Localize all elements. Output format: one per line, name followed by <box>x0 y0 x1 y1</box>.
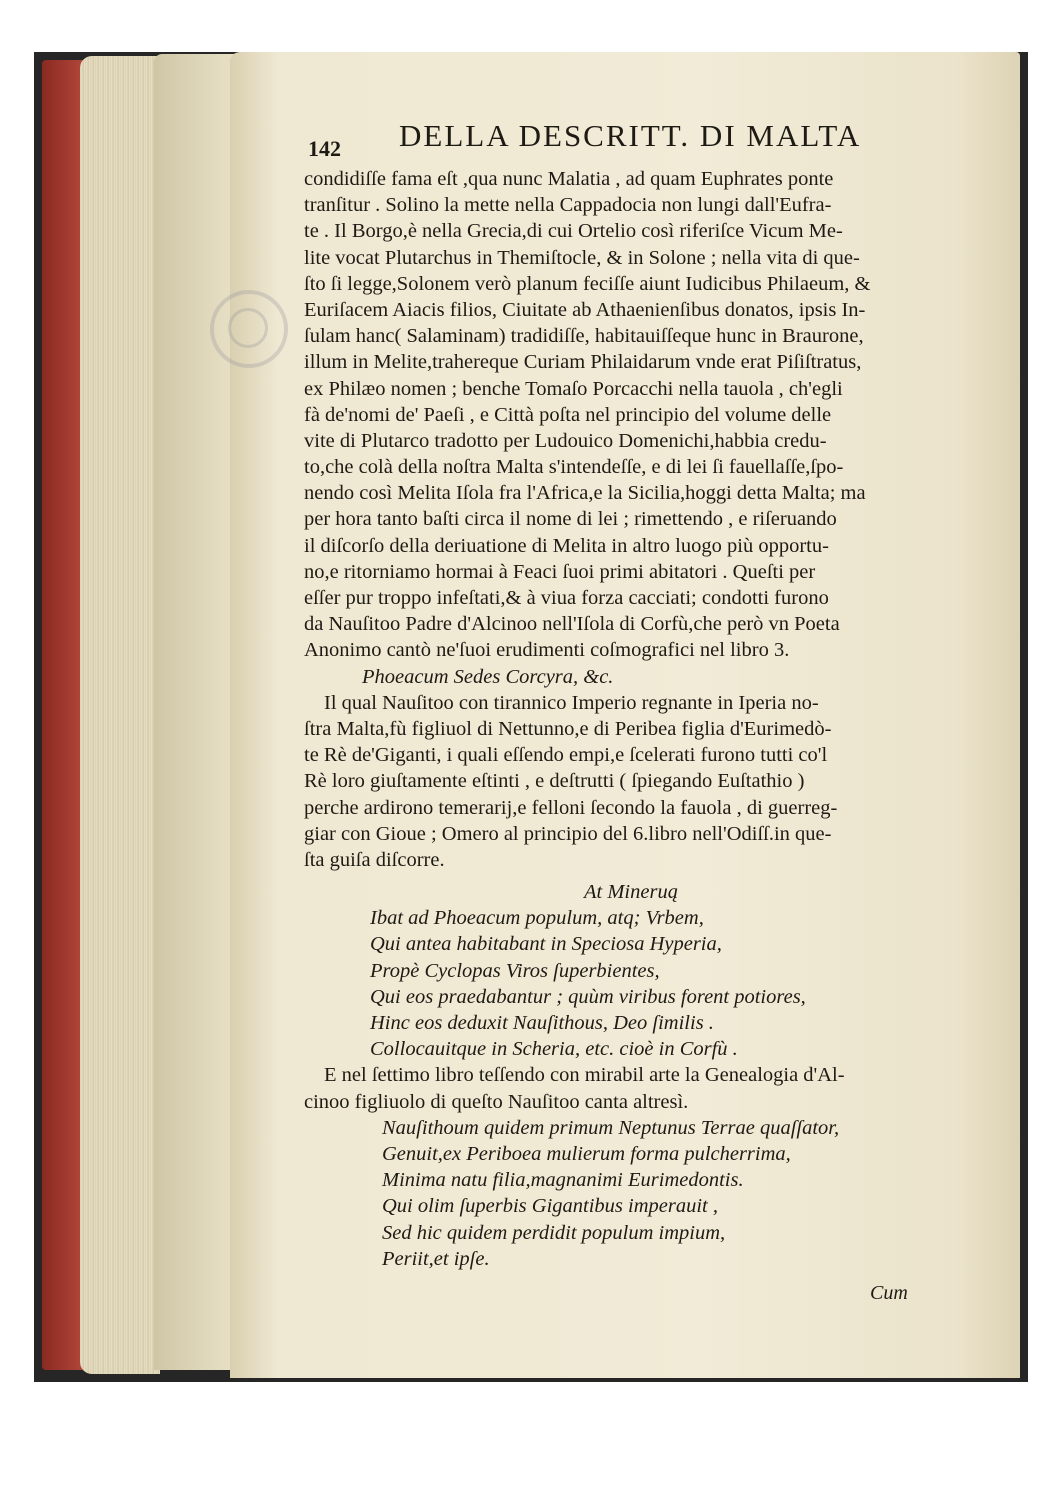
text-line: il diſcorſo della deriuatione di Melita in altro luogo più opportu- <box>304 534 829 557</box>
body-text-2 <box>304 690 954 873</box>
text-line: E nel ſettimo libro teſſendo con mirabil arte la Genealogia d'Al- <box>324 1064 845 1087</box>
text-line: eſſer pur troppo infeſtati,& à viua forza cacciati; condotti furono <box>304 587 829 609</box>
verse-line: Qui olim ſuperbis Gigantibus imperauit , <box>382 1195 718 1218</box>
text-line: ſta guiſa diſcorre. <box>304 848 445 871</box>
text-line: te . Il Borgo,è nella Grecia,di cui Ortelio così riferiſce Vicum Me- <box>304 220 843 243</box>
folio-number: 142 <box>308 136 341 161</box>
verse-line: Hinc eos deduxit Nauſithous, Deo ſimilis . <box>370 1012 714 1034</box>
verse-line: Nauſithoum quidem primum Neptunus Terrae quaſſator, <box>382 1116 840 1139</box>
verse-line: Sed hic quidem perdidit populum impium, <box>382 1221 726 1244</box>
text-line: giar con Gioue ; Omero al principio del 6.libro nell'Odiſſ.in que- <box>304 822 832 845</box>
text-line: to,che colà della noſtra Malta s'intendeſſe, e di lei ſi fauellaſſe,ſpo- <box>304 456 844 479</box>
text-line: illum in Melite,trahereque Curiam Philaidarum vnde erat Piſiſtratus, <box>304 351 862 374</box>
verse-line: Genuit,ex Periboea mulierum forma pulcherrima, <box>382 1142 791 1165</box>
text-line: Euriſacem Aiacis filios, Ciuitate ab Athaenienſibus donatos, ipsis In- <box>304 298 866 321</box>
library-stamp <box>210 290 288 368</box>
verse-block-1 <box>304 905 954 1062</box>
verse-line: Qui eos praedabantur ; quùm viribus forent potiores, <box>370 985 806 1008</box>
running-title: DELLA DESCRITT. DI MALTA <box>399 118 862 153</box>
text-line: ſtra Malta,fù figliuol di Nettunno,e di Peribea figlia d'Eurimedò- <box>304 717 832 740</box>
verse-line: Minima natu filia,magnanimi Eurimedontis. <box>382 1169 744 1192</box>
text-line: per hora tanto baſti circa il nome di lei ; rimettendo , e riſeruando <box>304 508 837 531</box>
text-line: perche ardirono temerarij,e felloni ſecondo la fauola , di guerreg- <box>304 796 838 819</box>
page-header <box>304 118 954 166</box>
text-line: ex Philæo nomen ; benche Tomaſo Porcacchi nella tauola , ch'egli <box>304 377 843 400</box>
verse-line: Collocauitque in Scheria, etc. cioè in Corfù . <box>370 1038 738 1061</box>
text-line: cinoo figliuolo di queſto Nauſitoo canta altresì. <box>304 1090 689 1113</box>
text-line: ſto ſi legge,Solonem verò planum feciſſe aiunt Iudicibus Philaeum, & <box>304 272 871 295</box>
text-line: vite di Plutarco tradotto per Ludouico Domenichi,habbia credu- <box>304 429 827 452</box>
body-text-3 <box>304 1062 954 1114</box>
page-content <box>304 118 954 1272</box>
verse-line: Qui antea habitabant in Speciosa Hyperia, <box>370 933 722 956</box>
verse-line: Propè Cyclopas Viros ſuperbientes, <box>370 959 660 982</box>
quoted-verse: Phoeacum Sedes Corcyra, &c. <box>362 665 614 688</box>
verse-heading: At Mineruą <box>584 881 678 904</box>
text-line: Il qual Nauſitoo con tirannico Imperio regnante in Iperia no- <box>324 691 819 714</box>
text-line: tranſitur . Solino la mette nella Cappadocia non lungi dall'Eufra- <box>304 194 832 217</box>
body-text-1 <box>304 166 954 664</box>
verse-line: Ibat ad Phoeacum populum, atq; Vrbem, <box>370 907 704 930</box>
page-block-edges <box>80 56 160 1374</box>
text-line: lite vocat Plutarchus in Themiſtocle, & in Solone ; nella vita di que- <box>304 246 860 269</box>
text-line: ſulam hanc( Salaminam) tradidiſſe, habitauiſſeque hunc in Braurone, <box>304 325 864 348</box>
text-line: nendo così Melita Iſola fra l'Africa,e la Sicilia,hoggi detta Malta; ma <box>304 482 866 505</box>
text-line: condidiſſe fama eſt ,qua nunc Malatia , ad quam Euphrates ponte <box>304 168 834 190</box>
text-line: Rè loro giuſtamente eſtinti , e deſtrutti ( ſpiegando Euſtathio ) <box>304 770 805 793</box>
verse-block-2 <box>304 1115 954 1272</box>
text-line: da Nauſitoo Padre d'Alcinoo nell'Iſola di Corfù,che però vn Poeta <box>304 613 840 636</box>
text-line: te Rè de'Giganti, i quali eſſendo empi,e ſcelerati furono tutti co'l <box>304 744 828 767</box>
text-line: no,e ritorniamo hormai à Feaci ſuoi primi abitatori . Queſti per <box>304 560 816 583</box>
catchword: Cum <box>870 1282 908 1304</box>
verse-line: Periit,et ipſe. <box>382 1247 490 1270</box>
text-line: Anonimo cantò ne'ſuoi erudimenti coſmografici nel libro 3. <box>304 639 790 662</box>
text-line: fà de'nomi de' Paeſi , e Città poſta nel principio del volume delle <box>304 403 832 426</box>
